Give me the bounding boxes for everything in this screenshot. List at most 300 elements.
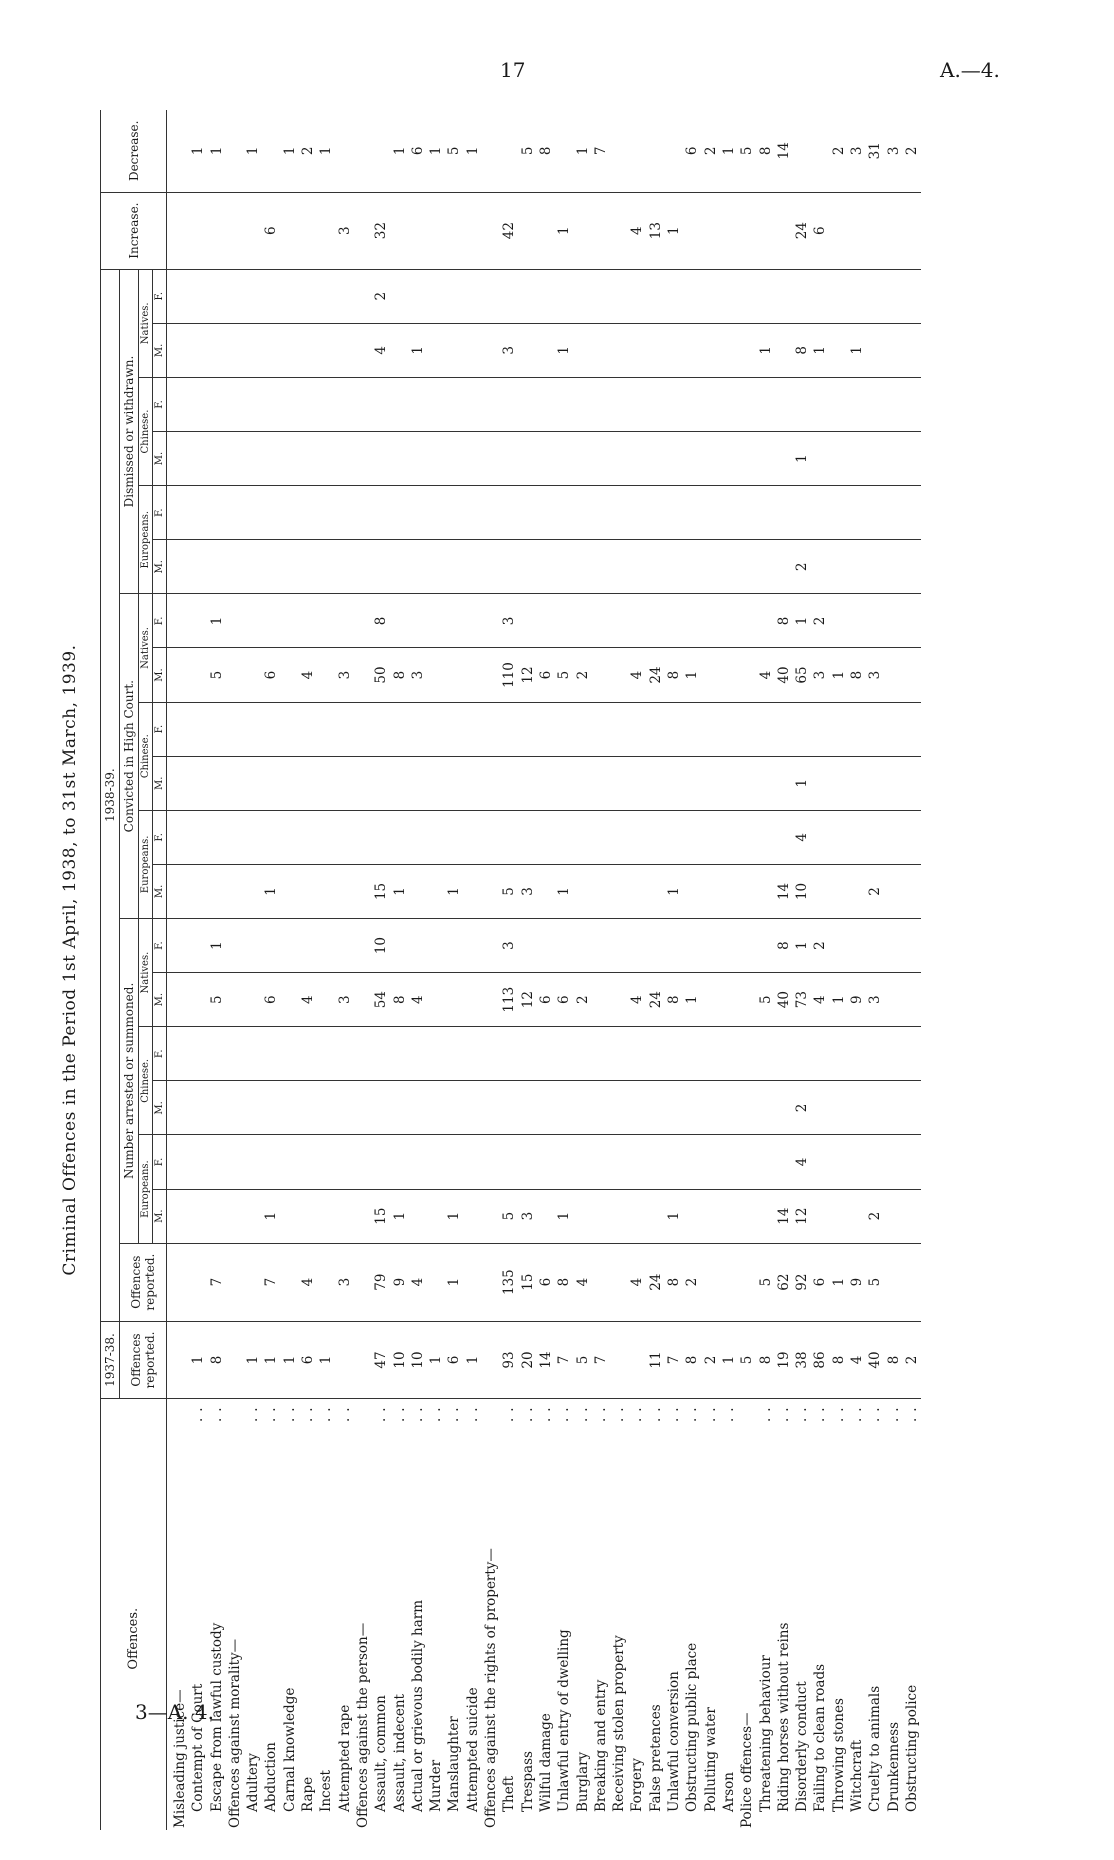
table-cell xyxy=(885,594,903,648)
table-cell: 1 xyxy=(720,1321,738,1399)
table-cell xyxy=(903,1081,921,1135)
table-cell xyxy=(482,432,500,486)
table-cell: 2 xyxy=(830,110,848,192)
table-cell: 6 xyxy=(683,110,701,192)
table-cell xyxy=(848,432,866,486)
table-cell: 3 xyxy=(336,973,354,1027)
table-cell xyxy=(244,1027,262,1081)
table-cell xyxy=(574,432,592,486)
table-cell xyxy=(555,1135,573,1189)
table-cell xyxy=(647,486,665,540)
table-cell xyxy=(830,1135,848,1189)
table-cell xyxy=(537,1081,555,1135)
table-cell xyxy=(775,432,793,486)
table-cell xyxy=(665,269,683,323)
table-row xyxy=(226,110,244,1830)
table-cell xyxy=(647,1027,665,1081)
table-cell xyxy=(811,540,829,594)
table-cell xyxy=(757,1189,775,1243)
table-cell xyxy=(500,269,518,323)
table-cell xyxy=(281,1243,299,1321)
table-cell: 5 xyxy=(757,1243,775,1321)
table-cell xyxy=(445,486,463,540)
table-cell xyxy=(409,594,427,648)
table-cell xyxy=(610,648,628,702)
table-row xyxy=(500,110,518,1830)
table-cell xyxy=(208,810,226,864)
leader-dots: .. xyxy=(336,1401,353,1423)
table-cell xyxy=(427,486,445,540)
table-row xyxy=(720,110,738,1830)
table-cell xyxy=(866,919,884,973)
table-cell: 3 xyxy=(409,648,427,702)
table-cell: 8 xyxy=(208,1321,226,1399)
table-cell xyxy=(208,1135,226,1189)
table-cell: 3 xyxy=(500,323,518,377)
table-cell xyxy=(445,702,463,756)
table-cell xyxy=(299,269,317,323)
table-cell xyxy=(555,269,573,323)
table-cell xyxy=(903,594,921,648)
table-cell xyxy=(226,110,244,192)
table-cell xyxy=(665,377,683,431)
table-cell: 1 xyxy=(244,1321,262,1399)
table-cell: 3 xyxy=(885,110,903,192)
table-cell xyxy=(830,1189,848,1243)
table-cell: 2 xyxy=(793,1081,811,1135)
table-cell xyxy=(885,1081,903,1135)
leader-dots xyxy=(738,1399,756,1447)
table-row xyxy=(244,110,262,1830)
table-cell xyxy=(610,323,628,377)
table-cell xyxy=(391,919,409,973)
table-cell: 6 xyxy=(409,110,427,192)
table-cell xyxy=(537,1027,555,1081)
table-cell xyxy=(738,919,756,973)
table-cell xyxy=(574,269,592,323)
table-cell xyxy=(189,1135,207,1189)
table-cell xyxy=(336,540,354,594)
table-cell xyxy=(354,377,372,431)
table-cell xyxy=(208,702,226,756)
table-row xyxy=(445,110,463,1830)
offence-label: Unlawful conversion xyxy=(666,1671,683,1812)
table-cell xyxy=(610,540,628,594)
table-row xyxy=(537,110,555,1830)
offence-label: Offences against morality— xyxy=(226,1638,243,1828)
table-cell xyxy=(519,1135,537,1189)
table-cell xyxy=(903,810,921,864)
table-cell xyxy=(903,269,921,323)
table-cell: 4 xyxy=(409,973,427,1027)
table-cell xyxy=(500,810,518,864)
table-cell: 1 xyxy=(811,323,829,377)
table-cell xyxy=(354,432,372,486)
table-cell xyxy=(702,432,720,486)
table-row xyxy=(519,110,537,1830)
header-m: M. xyxy=(153,973,167,1027)
table-cell xyxy=(372,756,390,810)
table-cell xyxy=(208,192,226,269)
table-cell xyxy=(757,1027,775,1081)
table-cell xyxy=(720,1135,738,1189)
table-cell xyxy=(226,1081,244,1135)
table-cell xyxy=(702,1081,720,1135)
table-cell xyxy=(574,1189,592,1243)
table-cell: 1 xyxy=(665,864,683,918)
table-cell: 1 xyxy=(391,110,409,192)
leader-dots: .. xyxy=(556,1401,573,1423)
table-cell xyxy=(354,1081,372,1135)
table-cell xyxy=(610,486,628,540)
table-cell xyxy=(189,323,207,377)
table-cell xyxy=(519,702,537,756)
table-cell xyxy=(702,756,720,810)
table-cell xyxy=(167,594,190,648)
table-cell xyxy=(702,648,720,702)
leader-dots: .. xyxy=(428,1401,445,1423)
table-cell xyxy=(885,973,903,1027)
table-cell xyxy=(391,486,409,540)
table-row xyxy=(592,110,610,1830)
table-cell: 93 xyxy=(500,1321,518,1399)
leader-dots: .. xyxy=(245,1401,262,1423)
table-cell: 2 xyxy=(683,1243,701,1321)
table-cell: 10 xyxy=(409,1321,427,1399)
table-cell xyxy=(793,269,811,323)
table-cell xyxy=(281,540,299,594)
table-cell xyxy=(244,540,262,594)
table-cell xyxy=(244,756,262,810)
table-cell xyxy=(500,702,518,756)
table-cell xyxy=(317,1027,335,1081)
table-cell xyxy=(885,864,903,918)
table-cell xyxy=(482,1081,500,1135)
table-cell xyxy=(299,540,317,594)
table-cell: 9 xyxy=(848,973,866,1027)
table-cell xyxy=(281,1081,299,1135)
table-cell: 4 xyxy=(628,1243,646,1321)
table-cell xyxy=(281,973,299,1027)
table-cell xyxy=(592,973,610,1027)
table-row xyxy=(391,110,409,1830)
table-cell: 4 xyxy=(811,973,829,1027)
table-cell xyxy=(537,540,555,594)
table-cell xyxy=(610,377,628,431)
table-cell xyxy=(482,110,500,192)
table-cell: 4 xyxy=(299,1243,317,1321)
table-cell xyxy=(189,864,207,918)
table-cell xyxy=(427,864,445,918)
table-cell xyxy=(683,702,701,756)
table-row xyxy=(281,110,299,1830)
table-cell xyxy=(830,864,848,918)
table-cell xyxy=(244,864,262,918)
offence-label: Forgery xyxy=(629,1758,646,1812)
table-cell xyxy=(610,1027,628,1081)
table-cell xyxy=(167,1189,190,1243)
table-cell xyxy=(391,810,409,864)
table-cell xyxy=(574,486,592,540)
leader-dots: .. xyxy=(629,1401,646,1423)
table-cell xyxy=(830,486,848,540)
table-cell xyxy=(336,1081,354,1135)
table-cell xyxy=(610,594,628,648)
table-cell xyxy=(391,323,409,377)
offence-label: Incest xyxy=(318,1770,335,1812)
leader-dots: .. xyxy=(592,1401,609,1423)
table-cell xyxy=(592,648,610,702)
table-cell xyxy=(208,323,226,377)
table-cell xyxy=(720,1027,738,1081)
table-cell xyxy=(244,1189,262,1243)
table-cell xyxy=(354,864,372,918)
table-cell xyxy=(427,919,445,973)
leader-dots: .. xyxy=(263,1401,280,1423)
leader-dots xyxy=(354,1399,372,1447)
table-cell: 5 xyxy=(738,1321,756,1399)
table-cell xyxy=(244,269,262,323)
table-cell xyxy=(537,1135,555,1189)
table-cell: 13 xyxy=(647,192,665,269)
table-cell xyxy=(317,432,335,486)
table-cell xyxy=(628,432,646,486)
table-cell xyxy=(226,192,244,269)
table-cell xyxy=(445,540,463,594)
header-year-prev: 1937-38. xyxy=(101,1321,120,1399)
table-cell: 1 xyxy=(665,192,683,269)
table-cell xyxy=(391,432,409,486)
table-cell xyxy=(167,486,190,540)
table-cell xyxy=(427,702,445,756)
table-cell: 3 xyxy=(336,1243,354,1321)
table-cell xyxy=(592,323,610,377)
table-cell xyxy=(793,377,811,431)
table-cell xyxy=(354,1135,372,1189)
offence-label: Actual or grievous bodily harm xyxy=(409,1600,426,1812)
table-cell: 5 xyxy=(445,110,463,192)
offence-label: Trespass xyxy=(519,1751,536,1812)
table-cell xyxy=(409,1189,427,1243)
table-cell xyxy=(848,810,866,864)
table-cell xyxy=(391,702,409,756)
table-cell xyxy=(167,756,190,810)
leader-dots: .. xyxy=(300,1401,317,1423)
table-cell: 31 xyxy=(866,110,884,192)
table-cell xyxy=(775,810,793,864)
table-cell xyxy=(500,110,518,192)
header-europeans: Europeans. xyxy=(139,810,153,918)
table-row xyxy=(647,110,665,1830)
table-cell xyxy=(262,323,280,377)
table-cell xyxy=(903,702,921,756)
table-row xyxy=(848,110,866,1830)
table-cell xyxy=(519,323,537,377)
table-cell xyxy=(445,432,463,486)
table-cell xyxy=(848,377,866,431)
table-row xyxy=(793,110,811,1830)
table-cell xyxy=(848,702,866,756)
table-cell xyxy=(702,810,720,864)
table-cell xyxy=(336,377,354,431)
table-cell xyxy=(189,648,207,702)
table-cell xyxy=(866,1027,884,1081)
offence-label: Police offences— xyxy=(739,1712,756,1828)
table-cell: 3 xyxy=(500,919,518,973)
table-cell xyxy=(262,702,280,756)
table-cell xyxy=(262,1027,280,1081)
table-cell xyxy=(317,810,335,864)
table-cell: 3 xyxy=(336,192,354,269)
table-cell: 8 xyxy=(830,1321,848,1399)
table-row xyxy=(811,110,829,1830)
table-cell xyxy=(391,1081,409,1135)
table-cell xyxy=(208,377,226,431)
leader-dots: .. xyxy=(794,1401,811,1423)
table-cell xyxy=(464,323,482,377)
header-f: F. xyxy=(153,1027,167,1081)
table-cell xyxy=(738,323,756,377)
table-cell xyxy=(885,648,903,702)
table-cell xyxy=(482,540,500,594)
table-cell xyxy=(281,323,299,377)
table-cell xyxy=(885,192,903,269)
table-cell: 14 xyxy=(775,864,793,918)
table-cell xyxy=(830,432,848,486)
table-cell: 8 xyxy=(665,1243,683,1321)
table-cell xyxy=(866,810,884,864)
table-cell xyxy=(354,973,372,1027)
table-cell xyxy=(354,919,372,973)
table-cell xyxy=(167,192,190,269)
table-cell xyxy=(262,110,280,192)
table-cell xyxy=(354,648,372,702)
table-cell: 8 xyxy=(391,973,409,1027)
header-europeans: Europeans. xyxy=(139,1135,153,1243)
table-cell xyxy=(866,540,884,594)
table-cell xyxy=(903,1189,921,1243)
table-cell xyxy=(811,1135,829,1189)
table-cell xyxy=(610,1321,628,1399)
table-cell xyxy=(830,192,848,269)
table-cell xyxy=(830,919,848,973)
table-cell xyxy=(555,377,573,431)
offence-label: Obstructing public place xyxy=(684,1642,701,1812)
table-cell xyxy=(464,648,482,702)
table-cell: 1 xyxy=(262,864,280,918)
leader-dots: .. xyxy=(720,1401,737,1423)
table-cell xyxy=(885,1189,903,1243)
table-cell xyxy=(226,269,244,323)
table-cell: 5 xyxy=(555,648,573,702)
table-cell xyxy=(189,432,207,486)
table-cell: 6 xyxy=(811,192,829,269)
table-row xyxy=(354,110,372,1830)
table-cell xyxy=(683,192,701,269)
table-cell: 12 xyxy=(519,973,537,1027)
table-cell xyxy=(647,110,665,192)
table-cell xyxy=(720,594,738,648)
table-cell xyxy=(299,432,317,486)
table-cell xyxy=(610,864,628,918)
table-row xyxy=(299,110,317,1830)
table-cell xyxy=(647,1081,665,1135)
table-cell xyxy=(445,1135,463,1189)
offence-label: Burglary xyxy=(574,1751,591,1812)
table-cell xyxy=(208,540,226,594)
table-cell: 40 xyxy=(866,1321,884,1399)
table-cell: 32 xyxy=(372,192,390,269)
table-cell xyxy=(519,1027,537,1081)
table-cell xyxy=(354,110,372,192)
table-cell xyxy=(427,756,445,810)
header-year-curr: 1938-39. xyxy=(101,269,120,1321)
table-cell: 6 xyxy=(555,973,573,1027)
table-cell xyxy=(281,486,299,540)
header-f: F. xyxy=(153,702,167,756)
table-cell xyxy=(354,486,372,540)
table-cell xyxy=(427,269,445,323)
table-cell xyxy=(537,269,555,323)
table-cell: 8 xyxy=(372,594,390,648)
table-cell xyxy=(167,110,190,192)
offence-label: Escape from lawful custody xyxy=(208,1622,225,1812)
table-cell xyxy=(647,919,665,973)
table-cell: 2 xyxy=(866,864,884,918)
table-row xyxy=(775,110,793,1830)
table-cell: 4 xyxy=(793,810,811,864)
table-cell xyxy=(628,1027,646,1081)
leader-dots: .. xyxy=(318,1401,335,1423)
table-cell xyxy=(720,756,738,810)
table-cell xyxy=(281,756,299,810)
offence-label: Failing to clean roads xyxy=(812,1663,829,1812)
table-cell xyxy=(244,648,262,702)
offence-label: Unlawful entry of dwelling xyxy=(556,1629,573,1812)
table-cell xyxy=(464,1027,482,1081)
offence-label: Manslaughter xyxy=(446,1716,463,1812)
table-cell xyxy=(409,756,427,810)
table-cell xyxy=(702,1027,720,1081)
table-cell xyxy=(482,323,500,377)
table-cell xyxy=(628,110,646,192)
table-cell xyxy=(226,864,244,918)
table-cell xyxy=(226,973,244,1027)
table-cell xyxy=(811,1081,829,1135)
leader-dots: .. xyxy=(373,1401,390,1423)
rotated-table-container xyxy=(60,90,920,1830)
offence-label: Abduction xyxy=(263,1742,280,1812)
header-f: F. xyxy=(153,810,167,864)
table-cell xyxy=(262,594,280,648)
table-cell xyxy=(592,540,610,594)
table-cell xyxy=(757,192,775,269)
table-cell xyxy=(427,1243,445,1321)
table-cell xyxy=(775,377,793,431)
table-cell xyxy=(372,110,390,192)
table-cell xyxy=(354,810,372,864)
table-cell xyxy=(226,594,244,648)
table-cell xyxy=(537,377,555,431)
table-cell xyxy=(592,192,610,269)
table-cell xyxy=(830,323,848,377)
table-cell: 1 xyxy=(208,594,226,648)
table-cell xyxy=(683,432,701,486)
table-cell xyxy=(702,1189,720,1243)
table-cell xyxy=(464,864,482,918)
table-cell xyxy=(702,594,720,648)
table-cell xyxy=(903,540,921,594)
